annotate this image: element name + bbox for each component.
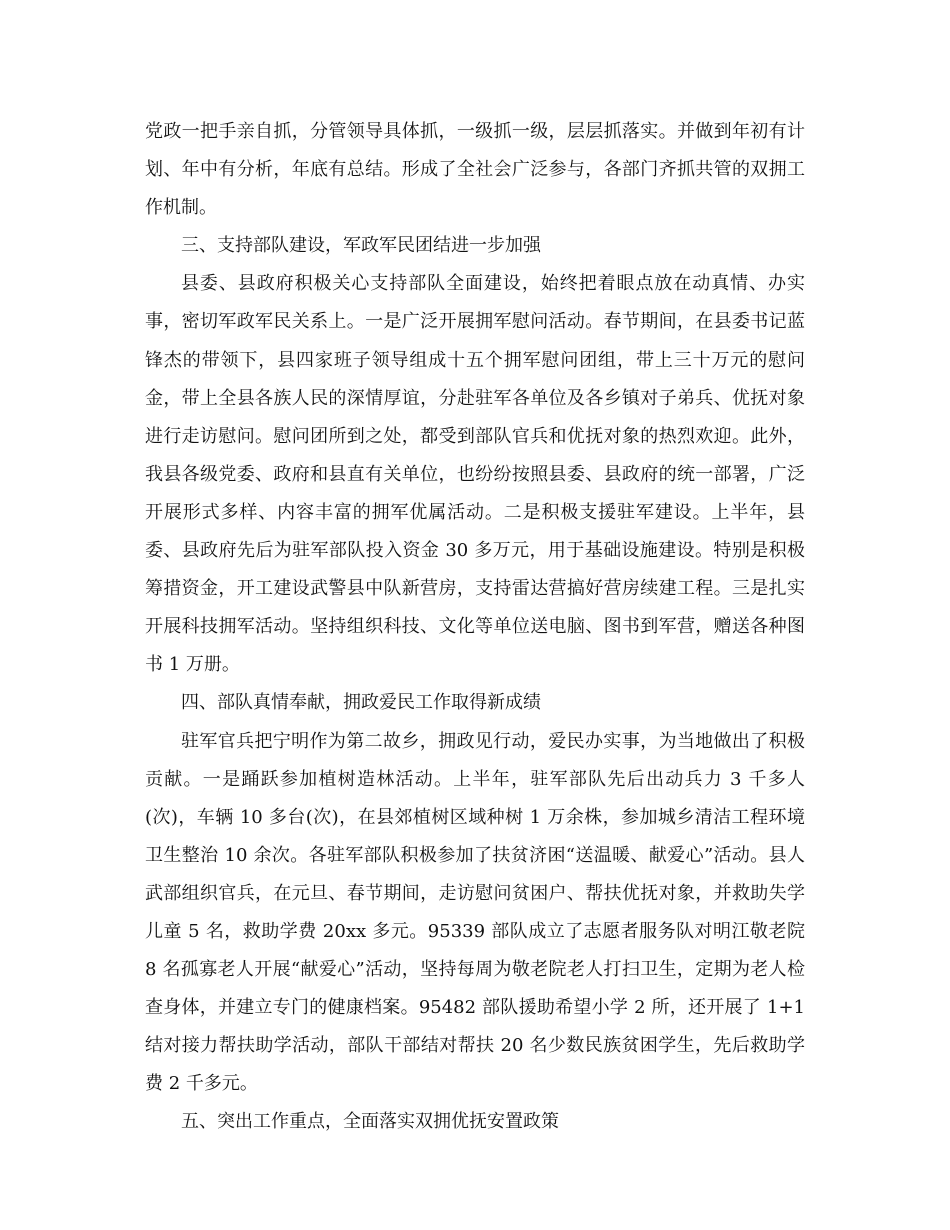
paragraph-continuation: 党政一把手亲自抓，分管领导具体抓，一级抓一级，层层抓落实。并做到年初有计划、年中有分析，年底有总结。形成了全社会广泛参与，各部门齐抓共管的双拥工作机制。 <box>145 121 805 219</box>
section-heading-3: 三、支持部队建设，军政军民团结进一步加强 <box>181 235 541 257</box>
paragraph-section-3: 县委、县政府积极关心支持部队全面建设，始终把着眼点放在动真情、办实事，密切军政军民关系上。一是广泛开展拥军慰问活动。春节期间，在县委书记蓝锋杰的带领下，县四家班子领导组成十五个拥军慰问团组，带上三十万元的慰问金，带上全县各族人民的深情厚谊，分赴驻军各单位及各乡镇对子弟兵、优抚对象进行走访慰问。慰问团所到之处，都受到部队官兵和优抚对象的热烈欢迎。此外，我县各级党委、政府和县直有关单位，也纷纷按照县委、县政府的统一部署，广泛开展形式多样、内容丰富的拥军优属活动。二是积极支援驻军建设。上半年，县委、县政府先后为驻军部队投入资金 30 多万元，用于基础设施建设。特别是积极筹措资金，开工建设武警县中队新营房，支持雷达营搞好营房续建工程。三是扎实开展科技拥军活动。坚持组织科技、文化等单位送电脑、图书到军营，赠送各种图书 1 万册。 <box>145 273 805 676</box>
paragraph-section-4: 驻军官兵把宁明作为第二故乡，拥政见行动，爱民办实事，为当地做出了积极贡献。一是踊跃参加植树造林活动。上半年，驻军部队先后出动兵力 3 千多人(次)，车辆 10 多台(次)，在县郊植树区域种树 1 万余株，参加城乡清洁工程环境卫生整治 10 余次。各驻军部队积极参加了扶贫济困“送温暖、献爱心”活动。县人武部组织官兵，在元旦、春节期间，走访慰问贫困户、帮扶优抚对象，并救助失学儿童 5 名，救助学费 20xx 多元。95339 部队成立了志愿者服务队对明江敬老院 8 名孤寡老人开展“献爱心”活动，坚持每周为敬老院老人打扫卫生，定期为老人检查身体，并建立专门的健康档案。95482 部队援助希望小学 2 所，还开展了 1+1 结对接力帮扶助学活动，部队干部结对帮扶 20 名少数民族贫困学生，先后救助学费 2 千多元。 <box>145 730 805 1095</box>
section-heading-5: 五、突出工作重点，全面落实双拥优抚安置政策 <box>181 1111 559 1133</box>
section-heading-4: 四、部队真情奉献，拥政爱民工作取得新成绩 <box>181 692 541 714</box>
document-body <box>145 113 805 1142</box>
